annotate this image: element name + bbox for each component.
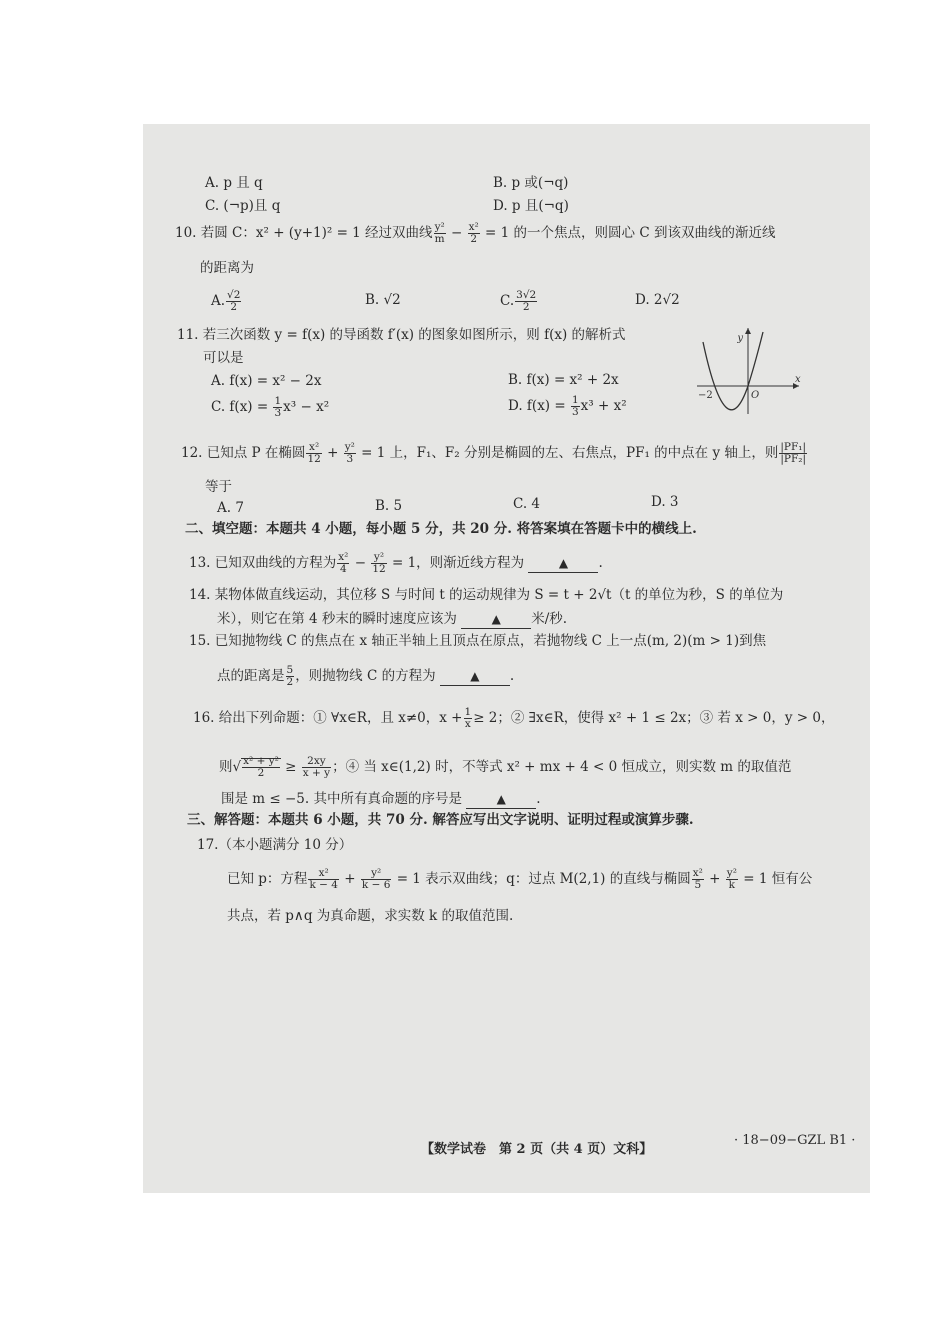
q10-option-c: C. $\frac{3√2}{2}$	[500, 289, 537, 313]
graph-y-arrow	[745, 328, 751, 334]
q17-stem-line2: 共点，若 p∧q 为真命题，求实数 k 的取值范围.	[227, 908, 514, 924]
q11-stem-line2: 可以是	[203, 350, 244, 366]
paper-code: · 18−09−GZL B1 ·	[734, 1133, 856, 1148]
exam-page	[143, 124, 870, 1193]
q11-stem: 11. 若三次函数 y = f(x) 的导函数 f′(x) 的图象如图所示，则 f(x) 的解析式	[177, 327, 626, 343]
page-footer: 【数学试卷 第 2 页（共 4 页）文科】	[421, 1142, 653, 1157]
q10-option-d: D. 2√2	[635, 292, 680, 308]
derivative-graph	[691, 324, 806, 419]
q15-stem: 15. 已知抛物线 C 的焦点在 x 轴正半轴上且顶点在原点，若抛物线 C 上一点(m, 2)(m > 1)到焦	[189, 633, 767, 649]
q16-stem: 16. 给出下列命题：① ∀x∈R，且 x≠0，x + $\frac{1}{x}$ ≥ 2；② ∃x∈R，使得 x² + 1 ≤ 2x；③ 若 x > 0，y > 0，	[193, 706, 835, 730]
q9-option-b: B. p 或(¬q)	[493, 175, 569, 191]
q14-answer-blank: ▲	[461, 610, 531, 629]
q15-answer-blank: ▲	[440, 667, 510, 686]
q9-option-a: A. p 且 q	[205, 175, 263, 191]
graph-x-label: x	[795, 374, 801, 385]
q14-stem: 14. 某物体做直线运动，其位移 S 与时间 t 的运动规律为 S = t + 2√t（t 的单位为秒，S 的单位为	[189, 587, 784, 603]
section-2-heading: 二、填空题：本题共 4 小题，每小题 5 分，共 20 分. 将答案填在答题卡中的横线上.	[185, 521, 697, 537]
q15-stem-line2: 点的距离是 $\frac{5}{2}$ ，则抛物线 C 的方程为 ▲ .	[217, 664, 515, 688]
q9-option-c: C. (¬p)且 q	[205, 198, 281, 214]
q12-stem: 12. 已知点 P 在椭圆 $\frac{\text{x²}}{12}$ + $\frac{\text{y²}}{3}$ = 1 上，F₁、F₂ 分别是椭圆的左、右焦点，PF₁ 的中点在 y 轴上，则 $\frac{\text{|PF₁|}}{\text{|PF₂|}}$	[181, 441, 807, 465]
graph-root-label: −2	[698, 390, 713, 401]
q16-answer-blank: ▲	[466, 790, 536, 809]
q12-option-d: D. 3	[651, 494, 679, 510]
q10-option-a: A. $\frac{√2}{2}$	[211, 289, 241, 313]
q16-stem-line3: 围是 m ≤ −5. 其中所有真命题的序号是 ▲ .	[221, 791, 541, 807]
q12-stem-line2: 等于	[205, 479, 232, 495]
graph-y-label: y	[737, 333, 743, 344]
q13-answer-blank: ▲	[528, 554, 598, 573]
q13-stem: 13. 已知双曲线的方程为 $\frac{\text{x²}}{4}$ − $\frac{\text{y²}}{12}$ = 1，则渐近线方程为 ▲ .	[189, 551, 603, 575]
q10-stem-line2: 的距离为	[200, 260, 254, 276]
q11-option-b: B. f(x) = x² + 2x	[508, 372, 619, 388]
q12-option-a: A. 7	[217, 500, 244, 516]
q9-option-d: D. p 且(¬q)	[493, 198, 569, 214]
q12-option-c: C. 4	[513, 496, 541, 512]
q10-stem: 10. 若圆 C：x² + (y+1)² = 1 经过双曲线 $\frac{\text{y²}}{m}$ − $\frac{\text{x²}}{2}$ = 1 的一个焦点，则圆心 C 到该双曲线的渐近线	[175, 221, 776, 245]
q12-option-b: B. 5	[375, 498, 403, 514]
q11-option-c: C. f(x) = $\frac{1}{3}$ x³ − x²	[211, 395, 330, 419]
q11-option-a: A. f(x) = x² − 2x	[211, 373, 322, 389]
q17-heading: 17.（本小题满分 10 分）	[197, 837, 353, 853]
q16-stem-line2: 则√ $\frac{\text{x² + y²}}{2}$ ≥ $\frac{2xy}{x + y}$ ；④ 当 x∈(1,2) 时，不等式 x² + mx + 4 < 0 恒成立，则实数 m 的取值范	[219, 755, 792, 779]
q11-option-d: D. f(x) = $\frac{1}{3}$ x³ + x²	[508, 394, 627, 418]
q10-option-b: B. √2	[365, 292, 401, 308]
q14-stem-line2: 米），则它在第 4 秒末的瞬时速度应该为 ▲ 米/秒.	[217, 611, 568, 627]
graph-origin-label: O	[751, 390, 760, 401]
section-3-heading: 三、解答题：本题共 6 小题，共 70 分. 解答应写出文字说明、证明过程或演算步骤.	[187, 812, 694, 828]
q17-stem: 已知 p：方程 $\frac{\text{x²}}{k - 4}$ + $\frac{\text{y²}}{k - 6}$ = 1 表示双曲线；q：过点 M(2,1) 的直线与椭圆 $\frac{\text{x²}}{5}$ + $\frac{\text{y²}}{k}$ = 1 恒有公	[227, 867, 813, 891]
